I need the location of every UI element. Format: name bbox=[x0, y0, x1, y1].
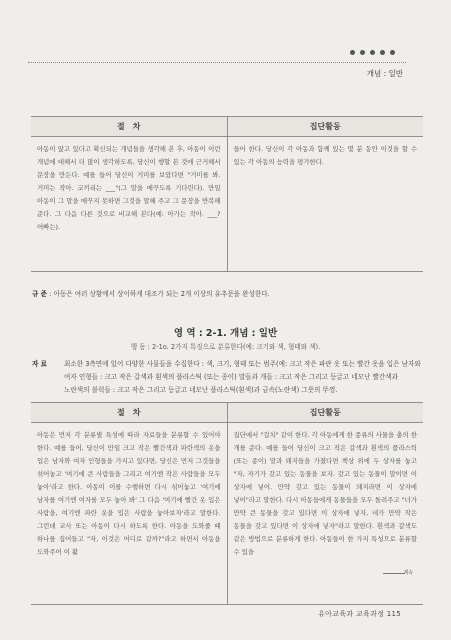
dot-icon bbox=[370, 50, 375, 55]
table-body bbox=[31, 137, 423, 271]
dot-icon bbox=[390, 50, 395, 55]
materials-label: 자 료 bbox=[32, 360, 48, 368]
header-divider bbox=[28, 62, 406, 63]
table-body bbox=[31, 423, 423, 604]
header-dots bbox=[350, 50, 395, 55]
area-title: 영 역 : 2-1. 개념 : 일반 bbox=[173, 328, 278, 339]
table-header bbox=[31, 403, 423, 423]
procedure-table-1 bbox=[31, 116, 423, 272]
dot-icon bbox=[380, 50, 385, 55]
page-footer: 유아교육과 교육과정 115 bbox=[318, 610, 401, 618]
column-header-procedure: 절 차 bbox=[31, 117, 228, 136]
procedure-table-2 bbox=[31, 402, 423, 605]
materials-text: 최소한 3측면에 있어 다양한 사물들을 수집한다 : 색, 크기, 형태 또는 범주(예: 크고 작은 파란 옷 또는 빨간 옷을 입은 남자와 여자 인형들 : 크고 작은 갈색과 흰색의 플라스틱 (또는 종이) 말들과 개들 : 크고 작은 그리고 등글고 네모난 빨간색과 노란색의 블럭들 : 크고 작은 그리고 등글고 네모난 플라스틱(흰색)과 금속(노란색) 그릇의 뚜껑. bbox=[64, 360, 421, 394]
group-activity-text: 집단에서 "걸치" 같이 한다. 각 아동에게 한 종류의 사물을 충의 한 개를 준다. 예를 들어 당신이 크고 작은 갈색과 흰색의 플라스틱(또는 종이) 말과 돼지들을 가졌다면 책상 위에 두 상자를 놓고 "자, 자기가 갖고 있는 동물을 보자. 갖고 있는 동물이 말이면 이 상자에 넣어. 만약 갖고 있는 동물이 돼지라면 이 상자에 넣어"라고 말한다. 다시 아동들에게 동물들을 모두 돌려주고 "너가 만약 큰 동물을 갖고 있다면 이 상자에 넣자, 네가 만약 작은 동물을 갖고 있다면 이 상자에 넣자"라고 말한다. 흰색과 갈색도 같은 방법으로 분류하게 한다. 아동들이 한 가지 특성으로 분류할 수 있을 bbox=[233, 431, 417, 556]
criterion-note: 규 준 : 아동은 여러 상황에서 상이하게 대조가 되는 2개 이상의 유추문을 완성한다. bbox=[32, 290, 270, 298]
column-header-group-activity: 집단활동 bbox=[309, 408, 341, 417]
column-header-procedure: 절 차 bbox=[31, 403, 228, 422]
group-activity-text: 들어 한다. 당신이 각 아동과 함께 있는 몇 분 동안 이것을 할 수 있는 각 아동의 능력을 평가한다. bbox=[233, 145, 417, 166]
section-header: 개념 : 일반 bbox=[366, 69, 403, 78]
continued-divider bbox=[383, 573, 405, 574]
behavior-subtitle: 행 동 : 2-1o. 2가지 특징으로 분류한다(예: 크기와 색, 형태와 색). bbox=[130, 343, 321, 351]
procedure-text: 아동은 먼저 각 분류별 특성에 따라 자료들을 분류할 수 있어야 한다. 예를 들어, 당신이 만일 크고 작은 빨간색과 파란색의 옷을 입은 남자와 여자 인형들을 가지고 있다면, 당신은 먼저 그것들을 섞어놓고 '여기에 큰 사람들을 그리고 여기엔 작은 사람들을 모두 놓아'라고 한다. 아동이 이를 수행하면 다시 섞어놓고 '여기에 남자를 여기엔 여자를 모두 놓아 봐' 그 다음 '여기에 빨간 옷 입은 사람을, 여기엔 파란 옷을 입은 사람을 놓아보자'라고 말한다. 그런데 교사 또는 아동이 다시 하도록 한다. 아동을 도와줄 때 하나를 집어들고 "자, 이것은 어디로 갈까?"라고 하면서 아동을 도와주어 이 활 bbox=[31, 423, 228, 604]
continued-marker: 계속 bbox=[403, 570, 413, 576]
materials-section bbox=[32, 358, 424, 397]
dot-icon bbox=[360, 50, 365, 55]
procedure-text: 아동이 앉고 있다고 확신되는 개념들을 생각해 본 후, 아동이 이런 개념에 대해서 더 많이 생각하도록, 당신이 행할 본 것에 근거해서 문장을 만든다. 예를 들어 당신이 거미를 보았다면 "거미를 봐. 거미는 작아. 코끼리는 ___"(그 말을 메꾸도록 기다린다). 만일 아동이 그 말을 메꾸지 못하면 그것을 말해 주고 그 문장을 반복해 준다. 그 다음 다른 것으로 비교해 본다(예: 아가는 작아. ___? 어빠는). bbox=[31, 137, 228, 271]
table-header bbox=[31, 117, 423, 137]
criterion-label: 규 준 bbox=[32, 290, 48, 298]
dot-icon bbox=[350, 50, 355, 55]
criterion-text: 아동은 여러 상황에서 상이하게 대조가 되는 2개 이상의 유추문을 완성한다. bbox=[53, 290, 270, 298]
column-header-group-activity: 집단활동 bbox=[309, 122, 341, 131]
